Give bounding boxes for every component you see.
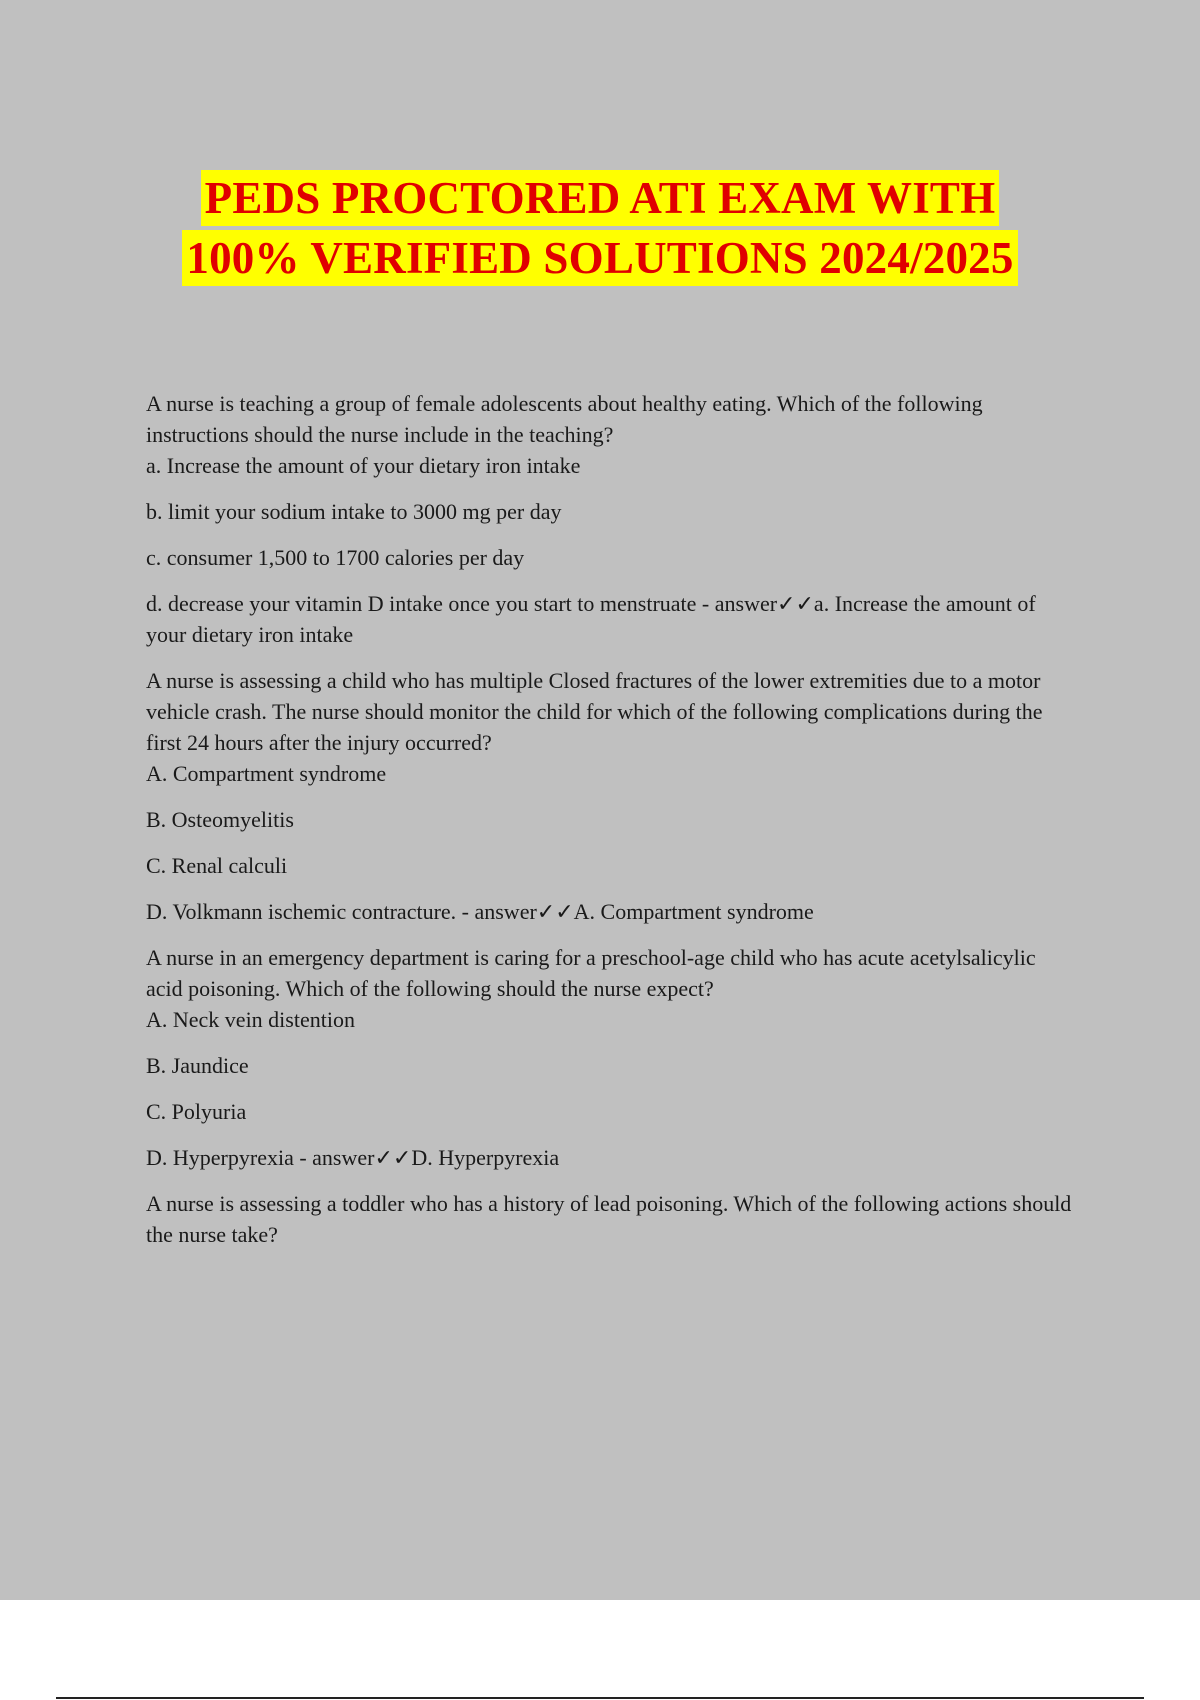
q3-option-d-answer: D. Hyperpyrexia - answer✓✓D. Hyperpyrexia xyxy=(146,1145,560,1170)
q3-option-c: C. Polyuria xyxy=(146,1099,247,1124)
question-1: A nurse is teaching a group of female adolescents about healthy eating. Which of the following instructions should the nurse include in the teaching? xyxy=(146,391,983,447)
q2-option-a: A. Compartment syndrome xyxy=(146,761,387,786)
q2-option-b: B. Osteomyelitis xyxy=(146,807,294,832)
q1-option-d-answer: d. decrease your vitamin D intake once you start to menstruate - answer✓✓a. Increase the amount of your dietary iron intake xyxy=(146,591,1036,647)
document-title xyxy=(0,168,1200,288)
question-4: A nurse is assessing a toddler who has a history of lead poisoning. Which of the following actions should the nurse take? xyxy=(146,1191,1072,1247)
title-line-2: 100% VERIFIED SOLUTIONS 2024/2025 xyxy=(182,230,1017,286)
q2-option-d-answer: D. Volkmann ischemic contracture. - answer✓✓A. Compartment syndrome xyxy=(146,899,814,924)
question-2: A nurse is assessing a child who has multiple Closed fractures of the lower extremities due to a motor vehicle crash. The nurse should monitor the child for which of the following complications during the first 24 hours after the injury occurred? xyxy=(146,668,1043,755)
q1-option-c: c. consumer 1,500 to 1700 calories per day xyxy=(146,545,525,570)
q3-option-a: A. Neck vein distention xyxy=(146,1007,355,1032)
q3-option-b: B. Jaundice xyxy=(146,1053,249,1078)
document-body xyxy=(146,388,1076,1250)
question-3: A nurse in an emergency department is caring for a preschool-age child who has acute acetylsalicylic acid poisoning. Which of the following should the nurse expect? xyxy=(146,945,1036,1001)
title-line-1: PEDS PROCTORED ATI EXAM WITH xyxy=(201,170,1000,226)
footer-divider xyxy=(56,1697,1144,1699)
q1-option-b: b. limit your sodium intake to 3000 mg per day xyxy=(146,499,562,524)
q1-option-a: a. Increase the amount of your dietary iron intake xyxy=(146,453,581,478)
q2-option-c: C. Renal calculi xyxy=(146,853,288,878)
